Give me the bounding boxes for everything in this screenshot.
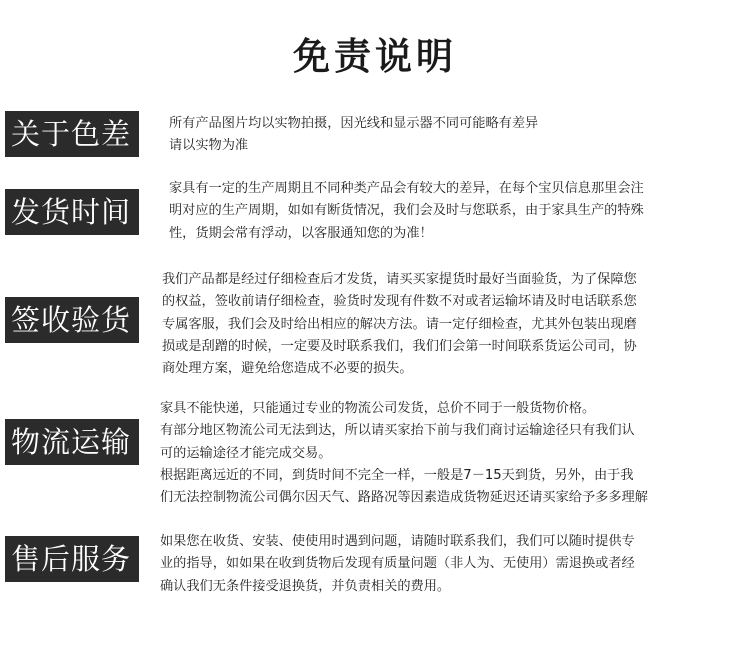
body-line: 业的指导，如如果在收到货物后发现有质量问题（非人为、无使用）需退换或者经 — [160, 556, 635, 572]
body-line: 损或是刮蹭的时候，一定要及时联系我们，我们们会第一时间联系货运公司司，协 — [162, 338, 637, 354]
section-tag: 关于色差 — [5, 111, 139, 157]
body-line: 有部分地区物流公司无法到达，所以请买家抬下前与我们商讨运输途径只有我们认 — [160, 423, 635, 439]
body-line: 家具有一定的生产周期且不同种类产品会有较大的差异，在每个宝贝信息那里会注 — [169, 181, 644, 196]
section-tag: 签收验货 — [5, 297, 139, 343]
section-body — [169, 113, 538, 158]
body-line: 们无法控制物流公司偶尔因天气、路路况等因素造成货物延迟还请买家给予多多理解 — [160, 490, 648, 506]
body-line: 可的运输途径才能完成交易。 — [160, 445, 332, 461]
section-body — [160, 531, 635, 598]
body-line: 所有产品图片均以实物拍摄，因光线和显示器不同可能略有差异 — [169, 116, 539, 131]
body-line: 请以实物为准 — [169, 138, 249, 154]
section-tag: 售后服务 — [5, 536, 139, 582]
body-line: 家具不能快递，只能通过专业的物流公司发货，总价不同于一般货物价格。 — [160, 401, 596, 416]
section-body — [162, 269, 637, 380]
section-tag: 物流运输 — [5, 419, 139, 465]
body-line: 专属客服，我们会及时给出相应的解决方法。请一定仔细检查，尤其外包装出现磨 — [162, 316, 637, 332]
section-body — [160, 398, 648, 509]
body-line: 商处理方案，避免给您造成不必要的损失。 — [162, 361, 413, 377]
body-line: 确认我们无条件接受退换货，并负责相关的费用。 — [160, 578, 451, 594]
body-line: 根据距离远近的不同，到货时间不完全一样，一般是7－15天到货，另外，由于我 — [160, 467, 634, 483]
section-tag: 发货时间 — [5, 189, 139, 235]
body-line: 的权益，签收前请仔细检查，验货时发现有件数不对或者运输坏请及时电话联系您 — [162, 294, 637, 310]
body-line: 性，货期会常有浮动，以客服通知您的为准！ — [169, 225, 433, 241]
body-line: 明对应的生产周期，如如有断货情况，我们会及时与您联系，由于家具生产的特殊 — [169, 203, 644, 219]
body-line: 我们产品都是经过仔细检查后才发货，请买买家提货时最好当面验货，为了保障您 — [162, 272, 637, 287]
page-title: 免责说明 — [293, 35, 457, 78]
section-body — [169, 178, 644, 245]
body-line: 如果您在收货、安装、使使用时遇到问题，请随时联系我们，我们可以随时提供专 — [160, 534, 635, 549]
